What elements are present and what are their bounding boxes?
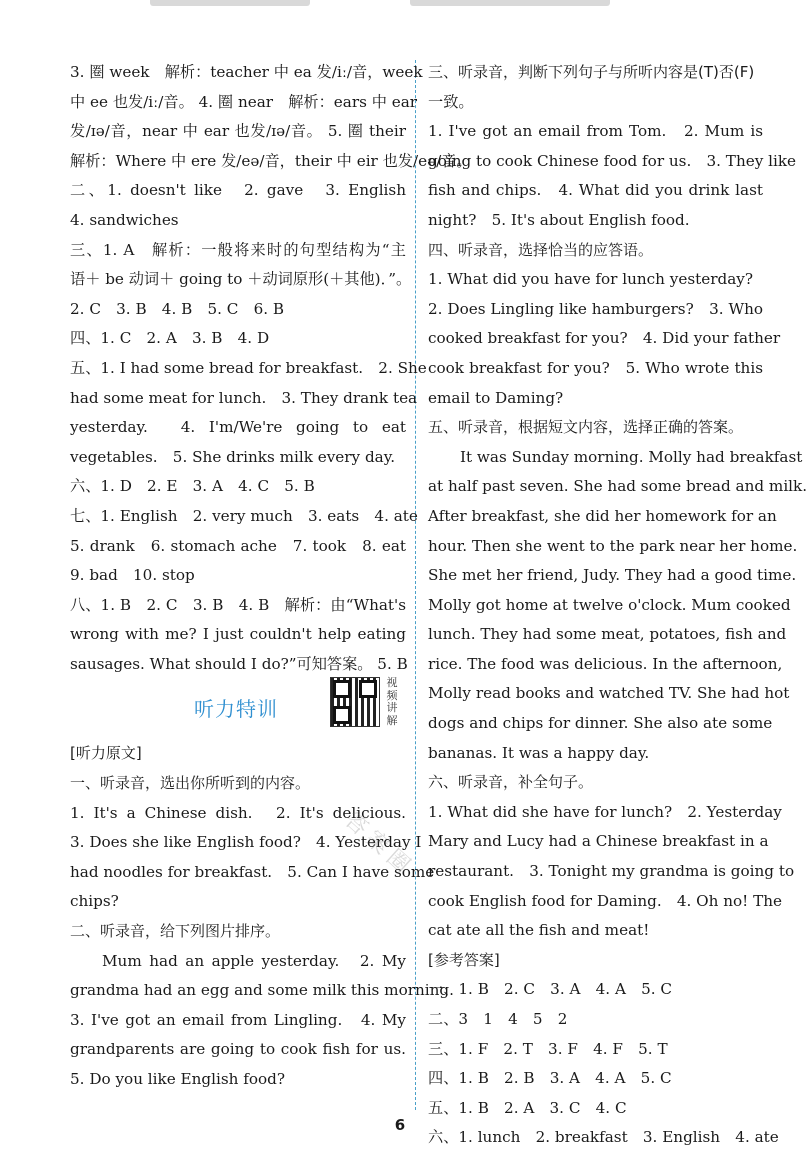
- text-line: 二、听录音，给下列图片排序。: [70, 922, 281, 941]
- text-line: 三、1. A 解析：一般将来时的句型结构为“主: [70, 240, 406, 259]
- text-line: yesterday. 4. I'm/We're going to eat: [70, 418, 406, 437]
- text-line: 4. sandwiches: [70, 210, 179, 229]
- text-line: 三、1. F 2. T 3. F 4. F 5. T: [428, 1039, 668, 1058]
- text-line: [参考答案]: [428, 950, 500, 969]
- qr-label-char: 频: [386, 688, 398, 702]
- text-line: Molly got home at twelve o'clock. Mum cooked: [428, 595, 791, 614]
- text-line: rice. The food was delicious. In the afternoon,: [428, 654, 783, 673]
- text-line: 四、听录音，选择恰当的应答语。: [428, 240, 654, 259]
- text-line: 一、听录音，选出你所听到的内容。: [70, 774, 311, 793]
- text-line: 六、1. lunch 2. breakfast 3. English 4. ate: [428, 1128, 779, 1147]
- section-header: [70, 676, 406, 739]
- text-line: It was Sunday morning. Molly had breakfast: [460, 447, 803, 466]
- text-line: 1. I've got an email from Tom. 2. Mum is: [428, 122, 763, 141]
- text-line: grandma had an egg and some milk this morning.: [70, 981, 454, 1000]
- text-line: wrong with me? I just couldn't help eating: [70, 625, 406, 644]
- text-line: 3. Does she like English food? 4. Yesterday I: [70, 833, 422, 852]
- text-line: had noodles for breakfast. 5. Can I have some: [70, 862, 435, 881]
- text-line: After breakfast, she did her homework for an: [428, 506, 777, 525]
- text-line: fish and chips. 4. What did you drink last: [428, 181, 763, 200]
- video-explanation-label: [384, 677, 400, 727]
- text-line: 五、1. I had some bread for breakfast. 2. She: [70, 358, 427, 377]
- watermark: 答案圈: [339, 807, 419, 883]
- text-line: 二、3 1 4 5 2: [428, 1010, 568, 1028]
- text-line: 5. Do you like English food?: [70, 1070, 286, 1088]
- text-line: 2. Does Lingling like hamburgers? 3. Who: [428, 299, 763, 318]
- text-line: chips?: [70, 892, 119, 911]
- text-line: 9. bad 10. stop: [70, 566, 195, 585]
- text-line: 2. C 3. B 4. B 5. C 6. B: [70, 299, 285, 318]
- text-line: dogs and chips for dinner. She also ate some: [428, 714, 773, 733]
- text-line: 五、1. B 2. A 3. C 4. C: [428, 1098, 627, 1117]
- text-line: bananas. It was a happy day.: [428, 743, 650, 762]
- text-line: 一、1. B 2. C 3. A 4. A 5. C: [428, 980, 673, 999]
- text-line: restaurant. 3. Tonight my grandma is going to: [428, 862, 795, 881]
- text-line: 二、1. doesn't like 2. gave 3. English: [70, 181, 406, 200]
- qr-finder-top-right: [359, 680, 377, 698]
- listening-transcript-block: [70, 739, 454, 1094]
- text-line: Molly read books and watched TV. She had hot: [428, 684, 790, 703]
- text-line: 三、听录音，判断下列句子与所听内容是(T)否(F): [428, 63, 755, 81]
- text-line: 四、1. B 2. B 3. A 4. A 5. C: [428, 1069, 672, 1088]
- top-bar: [0, 0, 800, 8]
- text-line: 语＋ be 动词＋ going to ＋动词原形(＋其他)．”。: [70, 270, 412, 289]
- text-line: Mary and Lucy had a Chinese breakfast in a: [428, 832, 769, 851]
- text-line: grandparents are going to cook fish for us.: [70, 1040, 406, 1059]
- text-line: 四、1. C 2. A 3. B 4. D: [70, 329, 270, 348]
- qr-finder-top-left: [333, 680, 351, 698]
- text-line: 解析：Where 中 ere 发/eə/音，their 中 eir 也发/eə/音。: [70, 151, 472, 170]
- qr-label-char: 讲: [386, 701, 398, 715]
- text-line: at half past seven. She had some bread and milk.: [428, 477, 807, 496]
- text-line: going to cook Chinese food for us. 3. They like: [428, 151, 797, 170]
- text-line: cooked breakfast for you? 4. Did your father: [428, 329, 781, 348]
- text-line: lunch. They had some meat, potatoes, fish and: [428, 625, 787, 644]
- text-line: cook English food for Daming. 4. Oh no! The: [428, 891, 782, 910]
- text-line: 3. I've got an email from Lingling. 4. My: [70, 1010, 406, 1029]
- transcript-and-answers-block: [428, 58, 807, 1153]
- text-line: hour. Then she went to the park near her home.: [428, 536, 798, 555]
- text-line: 六、听录音，补全句子。: [428, 773, 594, 792]
- text-line: 1. It's a Chinese dish. 2. It's delicious.: [70, 803, 406, 822]
- text-line: email to Daming?: [428, 388, 564, 407]
- text-line: [听力原文]: [70, 744, 142, 763]
- text-line: 一致。: [428, 92, 474, 111]
- text-line: 5. drank 6. stomach ache 7. took 8. eat: [70, 536, 406, 555]
- text-line: 中 ee 也发/iː/音。 4. 圈 near 解析：ears 中 ear: [70, 92, 418, 111]
- text-line: night? 5. It's about English food.: [428, 210, 690, 229]
- column-divider: [415, 60, 416, 1110]
- text-line: Mum had an apple yesterday. 2. My: [102, 951, 406, 970]
- top-tab-right: [410, 0, 610, 6]
- right-column: [428, 58, 807, 1153]
- text-line: cat ate all the fish and meat!: [428, 921, 650, 940]
- text-line: 1. What did you have for lunch yesterday?: [428, 270, 753, 289]
- qr-label-char: 解: [386, 713, 398, 727]
- text-line: 六、1. D 2. E 3. A 4. C 5. B: [70, 477, 315, 496]
- text-line: She met her friend, Judy. They had a good time.: [428, 566, 797, 585]
- text-line: cook breakfast for you? 5. Who wrote this: [428, 358, 763, 377]
- qr-label-char: 视: [386, 676, 398, 690]
- section-title: 听力特训: [194, 697, 278, 722]
- qr-finder-bottom-left: [333, 706, 351, 724]
- text-line: 七、1. English 2. very much 3. eats 4. ate: [70, 506, 418, 525]
- qr-code-icon[interactable]: [330, 677, 380, 727]
- text-line: 1. What did she have for lunch? 2. Yesterday: [428, 802, 782, 821]
- text-line: sausages. What should I do?”可知答案。 5. B: [70, 654, 408, 673]
- text-line: 3. 圈 week 解析：teacher 中 ea 发/iː/音，week: [70, 63, 423, 81]
- text-line: 发/ɪə/音，near 中 ear 也发/ɪə/音。 5. 圈 their: [70, 122, 406, 141]
- text-line: 八、1. B 2. C 3. B 4. B 解析：由“What's: [70, 595, 406, 614]
- text-line: 五、听录音，根据短文内容，选择正确的答案。: [428, 418, 744, 437]
- page-number: 6: [394, 1116, 406, 1134]
- text-line: had some meat for lunch. 3. They drank tea: [70, 388, 418, 407]
- text-line: vegetables. 5. She drinks milk every day.: [70, 447, 396, 466]
- top-tab-left: [150, 0, 310, 6]
